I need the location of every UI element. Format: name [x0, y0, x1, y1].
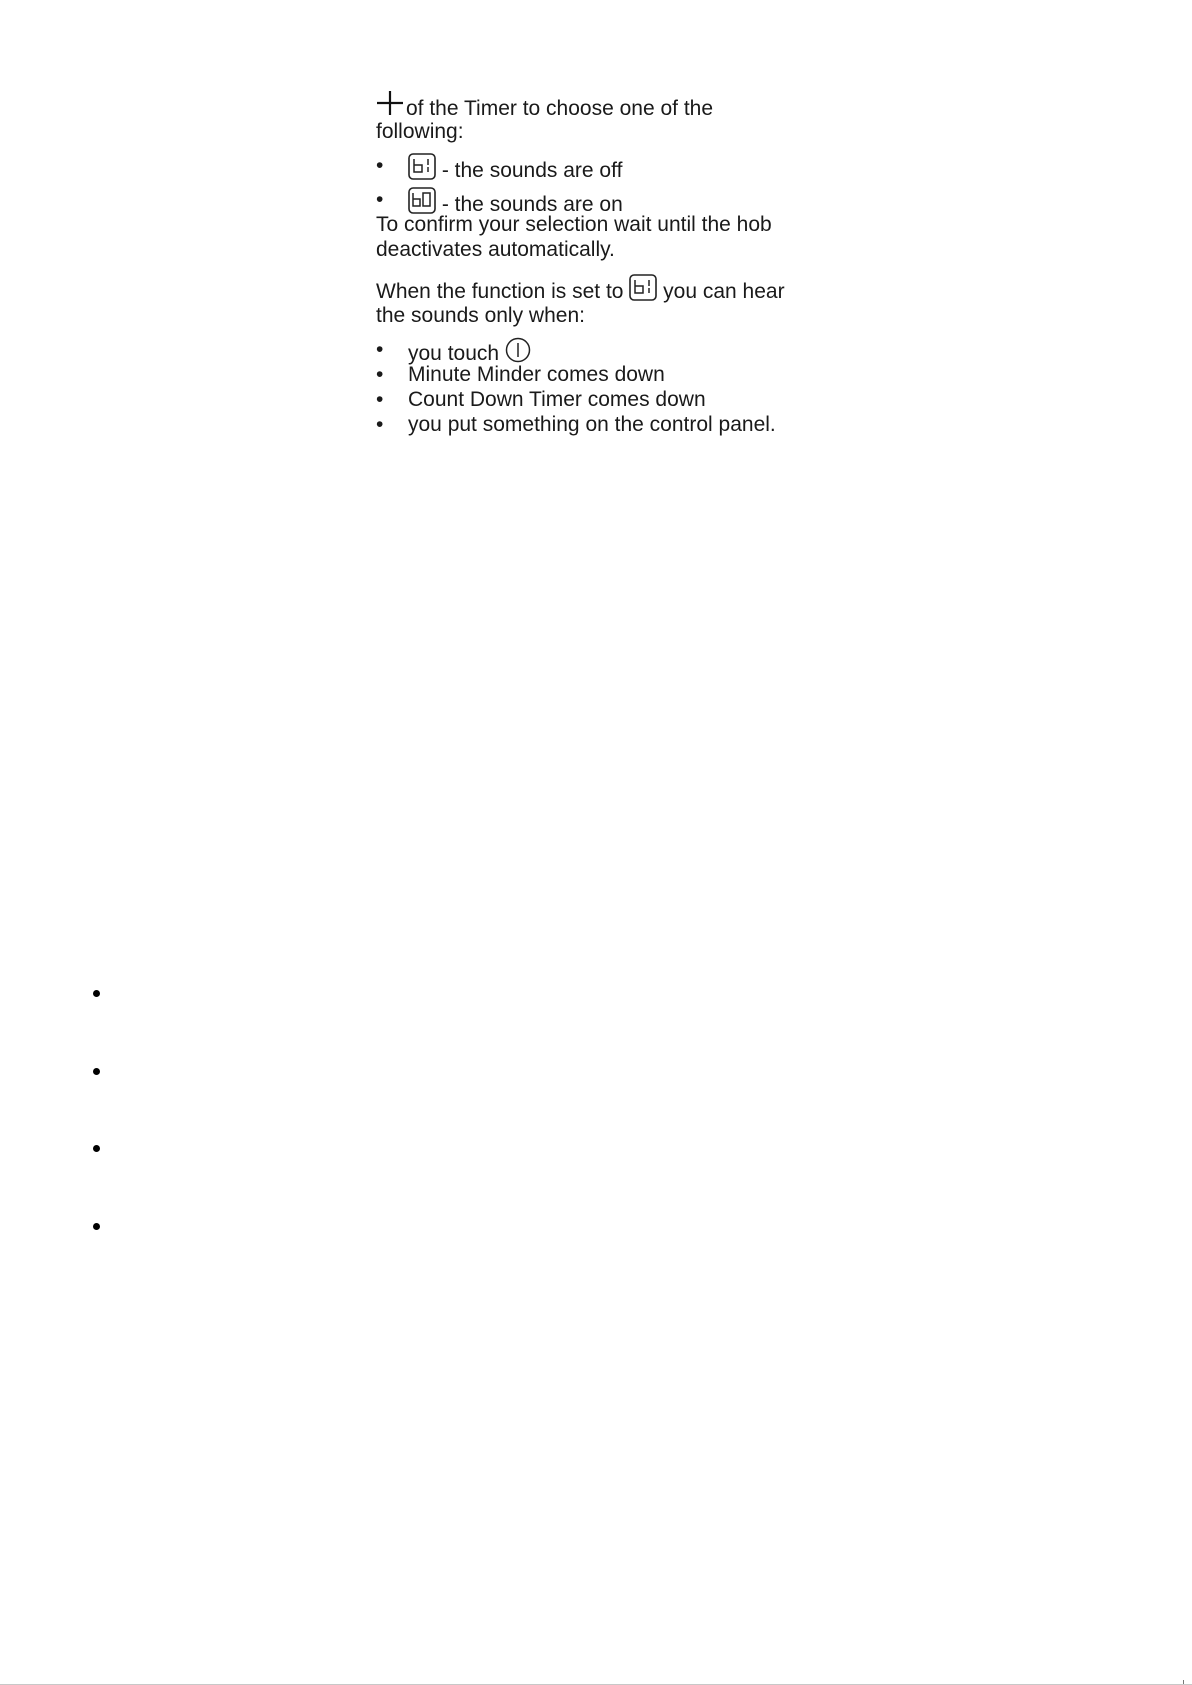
- bullet-marker: •: [376, 413, 384, 436]
- condition-item-control-panel: [376, 412, 856, 437]
- bullet-marker: •: [376, 188, 384, 211]
- list-bullet: [93, 1145, 100, 1152]
- condition-item-touch: [376, 337, 856, 365]
- option-text: - the sounds are on: [441, 193, 623, 216]
- option-text: - the sounds are off: [441, 159, 623, 182]
- list-bullet: [93, 990, 100, 997]
- condition-text: Minute Minder comes down: [408, 363, 665, 386]
- corner-mark: [1183, 1680, 1186, 1684]
- display-b1-icon: [408, 153, 436, 186]
- condition-text: you put something on the control panel.: [408, 413, 776, 436]
- when-text-after: you can hear: [663, 280, 785, 303]
- intro-line-2: [376, 119, 856, 144]
- when-text-2: the sounds only when:: [376, 304, 585, 327]
- condition-item-count-down: [376, 387, 856, 412]
- option-item-sounds-off: [376, 153, 856, 182]
- list-bullet: [93, 1068, 100, 1075]
- when-line-1: [376, 274, 856, 303]
- bullet-marker: •: [376, 154, 384, 177]
- confirm-text-1: To confirm your selection wait until the hob: [376, 213, 772, 236]
- when-text-before: When the function is set to: [376, 280, 624, 303]
- condition-text: Count Down Timer comes down: [408, 388, 706, 411]
- bullet-marker: •: [376, 338, 384, 361]
- option-item-sounds-on: [376, 187, 856, 216]
- when-line-2: [376, 303, 856, 328]
- condition-item-minute-minder: [376, 362, 856, 387]
- intro-line-1: [376, 90, 856, 119]
- intro-text-1: of the Timer to choose one of the: [406, 97, 714, 120]
- intro-text-2: following:: [376, 120, 464, 143]
- confirm-line-2: [376, 237, 856, 262]
- condition-text: you touch: [408, 342, 500, 365]
- bullet-marker: •: [376, 363, 384, 386]
- list-bullet: [93, 1223, 100, 1230]
- confirm-line-1: [376, 212, 856, 237]
- confirm-text-2: deactivates automatically.: [376, 238, 615, 261]
- instruction-text-block: [376, 90, 856, 437]
- bullet-marker: •: [376, 388, 384, 411]
